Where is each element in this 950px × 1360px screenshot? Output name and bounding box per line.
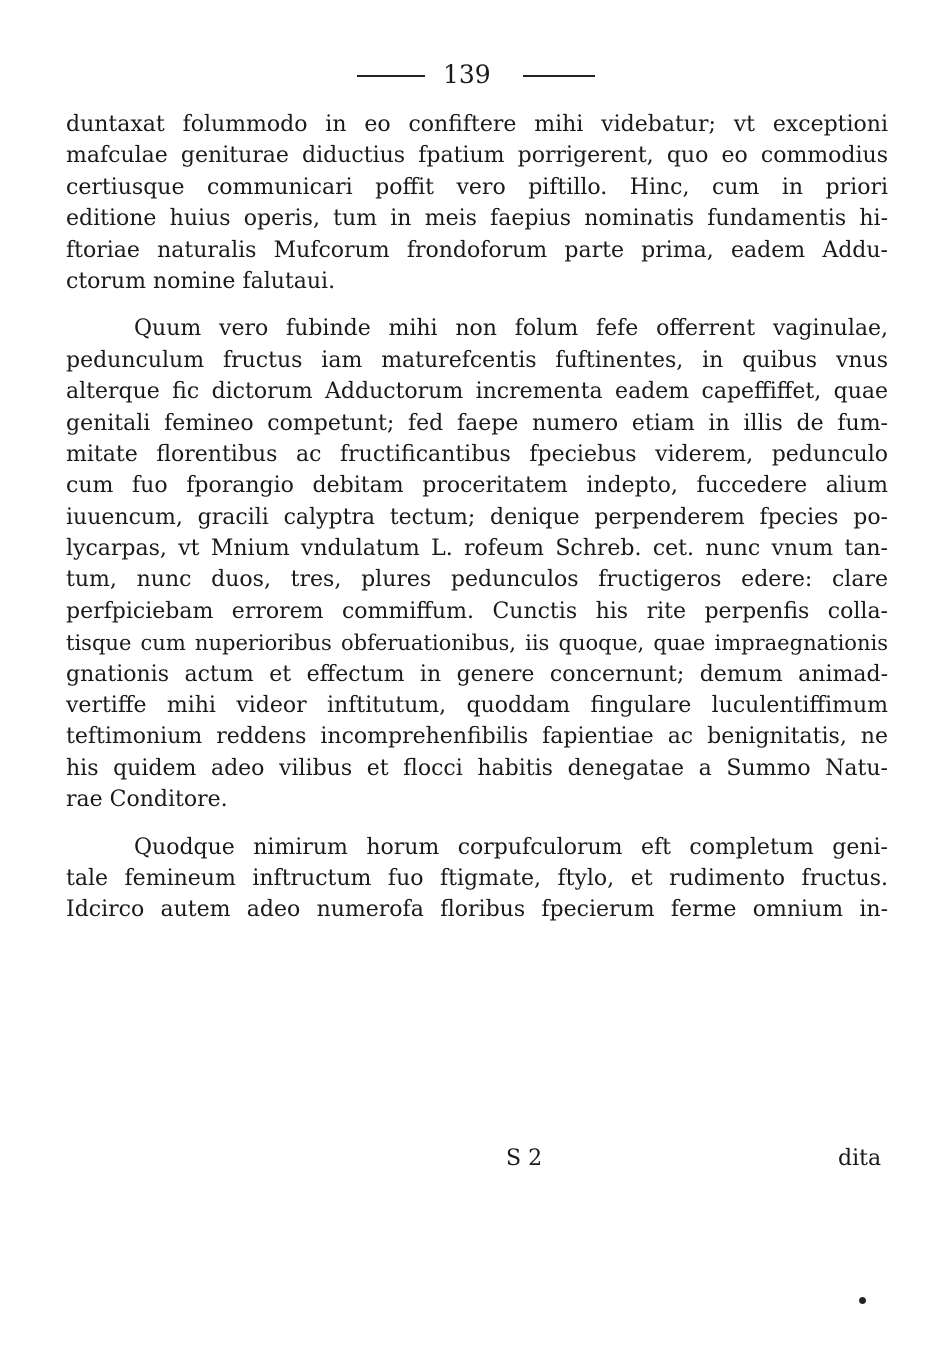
page-footer — [0, 1143, 950, 1175]
text-line: pedunculum fructus iam maturefcentis fuftinentes, in quibus vnus — [66, 347, 888, 373]
text-line: rae Conditore. — [66, 787, 228, 813]
page-number: 139 — [443, 60, 491, 89]
signature-mark: S 2 — [506, 1146, 543, 1171]
text-line: perfpiciebam errorem commiffum. Cunctis his rite perpenfis colla- — [66, 598, 888, 624]
text-line: lycarpas, vt Mnium vndulatum L. rofeum Schreb. cet. nunc vnum tan- — [66, 536, 888, 562]
header-rule-left — [357, 75, 425, 77]
text-line: tisque cum nuperioribus obferuationibus, iis quoque, quae impraegnationis — [66, 630, 888, 656]
text-line: tale femineum inftructum fuo ftigmate, ftylo, et rudimento fructus. — [66, 865, 888, 891]
text-line: iuuencum, gracili calyptra tectum; denique perpenderem fpecies po- — [66, 504, 888, 530]
text-line: alterque fic dictorum Adductorum incrementa eadem capeffiffet, quae — [66, 379, 888, 405]
catchword: dita — [838, 1146, 882, 1171]
text-line: certiusque communicari poffit vero piftillo. Hinc, cum in priori — [66, 174, 888, 200]
text-line: his quidem adeo vilibus et flocci habitis denegatae a Summo Natu- — [66, 755, 888, 781]
text-line: mafculae geniturae diductius fpatium porrigerent, quo eo commodius — [66, 143, 888, 169]
text-line: cum fuo fporangio debitam proceritatem indepto, fuccedere alium — [66, 473, 888, 499]
text-line: genitali femineo competunt; fed faepe numero etiam in illis de fum- — [66, 410, 888, 436]
body-text — [66, 109, 888, 926]
text-line: Idcirco autem adeo numerofa floribus fpecierum ferme omnium in- — [66, 897, 888, 923]
text-line: Quodque nimirum horum corpufculorum eft completum geni- — [134, 834, 888, 860]
text-line: duntaxat folummodo in eo confiftere mihi videbatur; vt exceptioni — [66, 112, 888, 137]
text-line: ftoriae naturalis Mufcorum frondoforum parte prima, eadem Addu- — [66, 237, 888, 263]
text-line: editione huius operis, tum in meis faepius nominatis fundamentis hi- — [66, 206, 888, 232]
text-line: vertiffe mihi videor inftitutum, quoddam fingulare luculentiffimum — [66, 693, 888, 719]
text-line: ctorum nomine falutaui. — [66, 268, 336, 294]
text-line: Quum vero fubinde mihi non folum fefe offerrent vaginulae, — [134, 316, 888, 342]
text-line: gnationis actum et effectum in genere concernunt; demum animad- — [66, 661, 888, 687]
text-line: mitate florentibus ac fructificantibus fpeciebus viderem, pedunculo — [66, 441, 888, 467]
paragraph-gap — [66, 816, 888, 832]
paragraph-gap — [66, 297, 888, 313]
ink-spot — [859, 1297, 866, 1304]
text-line: tum, nunc duos, tres, plures pedunculos fructigeros edere: clare — [66, 567, 888, 593]
page-header — [0, 60, 950, 90]
text-line: teftimonium reddens incomprehenfibilis fapientiae ac benignitatis, ne — [66, 724, 888, 750]
header-rule-right — [523, 75, 595, 77]
